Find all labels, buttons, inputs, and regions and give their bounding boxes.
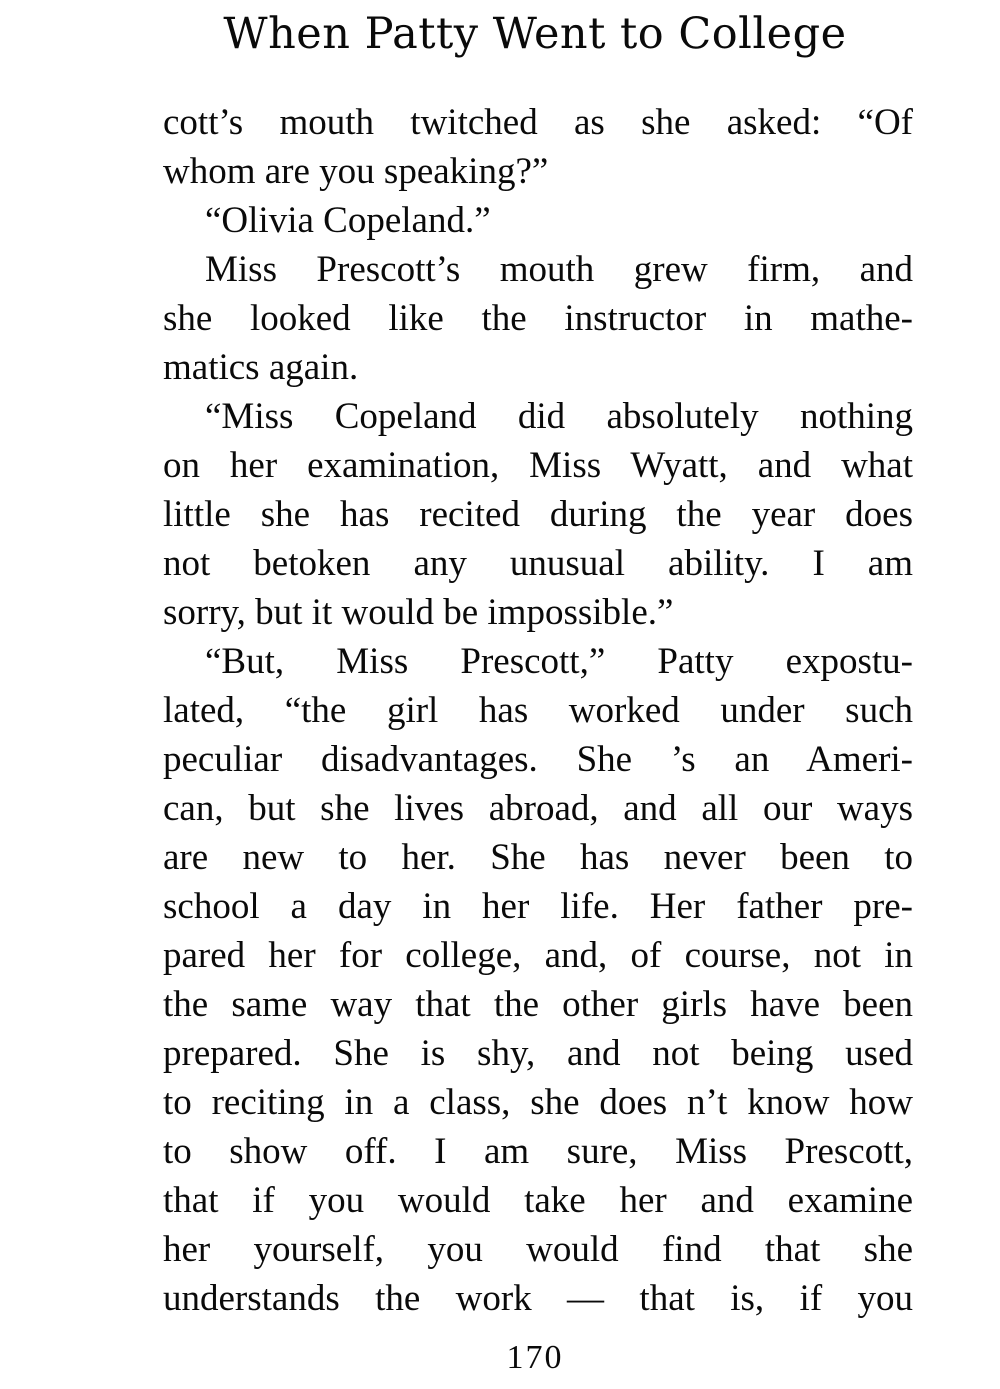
text-line: sorry, but it would be impossible.” xyxy=(163,592,674,633)
page-number: 170 xyxy=(506,1339,564,1376)
running-head: When Patty Went to College xyxy=(223,9,847,59)
text-line: Miss Prescott’s mouth grew firm, and xyxy=(205,249,913,290)
text-line: cott’s mouth twitched as she asked: “Of xyxy=(163,102,913,143)
text-line: peculiar disadvantages. She ’s an Ameri- xyxy=(163,739,913,780)
text-line: are new to her. She has never been to xyxy=(163,837,913,878)
text-line: the same way that the other girls have been xyxy=(163,984,913,1025)
text-line: she looked like the instructor in mathe- xyxy=(163,298,913,339)
text-line: can, but she lives abroad, and all our ways xyxy=(163,788,913,829)
text-line: that if you would take her and examine xyxy=(163,1180,913,1221)
text-line: matics again. xyxy=(163,347,359,388)
text-line: prepared. She is shy, and not being used xyxy=(163,1033,913,1074)
text-line: to reciting in a class, she does n’t know how xyxy=(163,1082,913,1123)
text-line: “Olivia Copeland.” xyxy=(205,200,491,241)
text-line: pared her for college, and, of course, not in xyxy=(163,935,913,976)
text-line: on her examination, Miss Wyatt, and what xyxy=(163,445,913,486)
text-line: understands the work — that is, if you xyxy=(163,1278,913,1319)
text-line: to show off. I am sure, Miss Prescott, xyxy=(163,1131,913,1172)
text-line: “Miss Copeland did absolutely nothing xyxy=(205,396,913,437)
body-text xyxy=(163,98,913,1323)
text-line: not betoken any unusual ability. I am xyxy=(163,543,913,584)
text-line: whom are you speaking?” xyxy=(163,151,549,192)
text-line: little she has recited during the year does xyxy=(163,494,913,535)
text-line: lated, “the girl has worked under such xyxy=(163,690,913,731)
text-line: her yourself, you would find that she xyxy=(163,1229,913,1270)
text-line: school a day in her life. Her father pre- xyxy=(163,886,913,927)
text-line: “But, Miss Prescott,” Patty expostu- xyxy=(205,641,913,682)
